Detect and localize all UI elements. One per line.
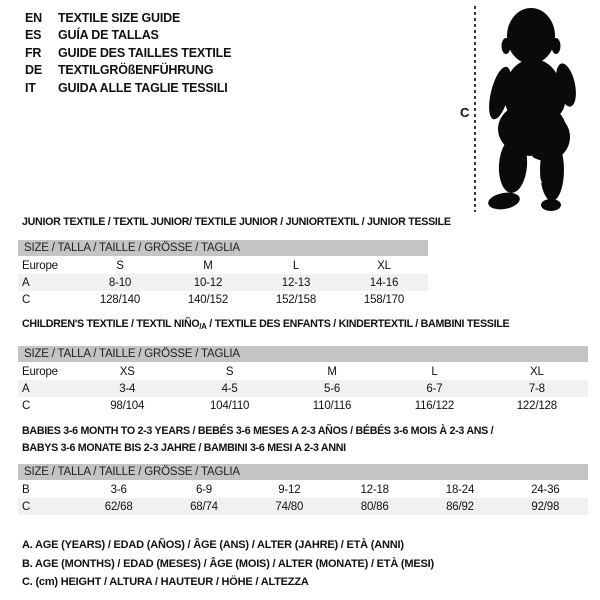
junior-table-title: JUNIOR TEXTILE / TEXTIL JUNIOR/ TEXTILE JUNIOR / JUNIORTEXTIL / JUNIOR TESSILE bbox=[22, 216, 451, 228]
language-row-en bbox=[25, 9, 231, 27]
size-cell: XL bbox=[377, 259, 391, 272]
size-cell: 3-4 bbox=[119, 382, 136, 395]
table-row-age bbox=[18, 274, 428, 291]
size-cell: S bbox=[116, 259, 124, 272]
row-label: C bbox=[22, 399, 31, 412]
language-title: TEXTILGRÖßENFÜHRUNG bbox=[58, 63, 214, 78]
language-code: IT bbox=[25, 80, 36, 95]
size-cell: 128/140 bbox=[99, 293, 141, 306]
row-label: B bbox=[22, 483, 30, 496]
size-table-junior bbox=[18, 240, 428, 308]
childrens-title-pre: CHILDREN'S TEXTILE / TEXTIL NIÑO bbox=[22, 318, 200, 330]
size-cell: 14-16 bbox=[369, 276, 399, 289]
table-row-europe bbox=[18, 363, 588, 380]
size-cell: L bbox=[431, 365, 438, 378]
language-list bbox=[25, 9, 231, 97]
size-cell: 18-24 bbox=[445, 483, 475, 496]
language-row-de bbox=[25, 62, 231, 80]
language-row-fr bbox=[25, 44, 231, 62]
size-cell: 74/80 bbox=[275, 500, 304, 513]
size-cell: 6-7 bbox=[426, 382, 443, 395]
size-cell: 12-13 bbox=[281, 276, 311, 289]
size-table-childrens bbox=[18, 346, 588, 414]
size-cell: XL bbox=[529, 365, 544, 378]
language-code: EN bbox=[25, 10, 42, 25]
size-cell: L bbox=[292, 259, 300, 272]
size-cell: 80/86 bbox=[360, 500, 389, 513]
size-cell: 116/122 bbox=[414, 399, 455, 412]
size-cell: 158/170 bbox=[363, 293, 405, 306]
legend-notes bbox=[22, 536, 434, 592]
row-label: Europe bbox=[22, 365, 58, 378]
babies-table-title bbox=[22, 425, 493, 459]
language-code: DE bbox=[25, 63, 42, 78]
size-cell: 3-6 bbox=[110, 483, 127, 496]
size-cell: 68/74 bbox=[190, 500, 218, 513]
size-cell: S bbox=[225, 365, 234, 378]
size-band: SIZE / TALLA / TAILLE / GRÖSSE / TAGLIA bbox=[18, 240, 428, 257]
language-title: GUÍA DE TALLAS bbox=[58, 28, 159, 43]
size-cell: 4-5 bbox=[221, 382, 238, 395]
size-cell: 86/92 bbox=[446, 500, 474, 513]
size-cell: 92/98 bbox=[531, 500, 560, 513]
size-cell: 104/110 bbox=[209, 399, 250, 412]
size-band: SIZE / TALLA / TAILLE / GRÖSSE / TAGLIA bbox=[18, 346, 588, 363]
babies-title-line-1: BABIES 3-6 MONTH TO 2-3 YEARS / BEBÉS 3-6 MESES A 2-3 AÑOS / BÉBÉS 3-6 MOIS À 2-3 ANS / bbox=[22, 425, 494, 437]
size-cell: 9-12 bbox=[278, 483, 301, 496]
size-cell: XS bbox=[119, 365, 135, 378]
table-row-height bbox=[18, 498, 588, 515]
language-row-es bbox=[25, 27, 231, 45]
size-cell: 5-6 bbox=[324, 382, 341, 395]
size-cell: 12-18 bbox=[360, 483, 389, 496]
childrens-title-post: / TEXTILE DES ENFANTS / KINDERTEXTIL / BAMBINI TESSILE bbox=[206, 318, 510, 330]
size-cell: 62/68 bbox=[104, 500, 133, 513]
row-label: A bbox=[22, 382, 30, 395]
language-title: GUIDE DES TAILLES TEXTILE bbox=[58, 45, 232, 60]
note-age-years: A. AGE (YEARS) / EDAD (AÑOS) / ÂGE (ANS) / ALTER (JAHRE) / ETÀ (ANNI) bbox=[22, 539, 404, 552]
note-age-months: B. AGE (MONTHS) / EDAD (MESES) / ÂGE (MOIS) / ALTER (MONATE) / ETÀ (MESI) bbox=[22, 557, 434, 570]
size-cell: 7-8 bbox=[528, 382, 545, 395]
language-row-it bbox=[25, 79, 231, 97]
size-cell: 98/104 bbox=[110, 399, 145, 412]
size-cell: 122/128 bbox=[516, 399, 557, 412]
row-label: A bbox=[22, 276, 30, 289]
size-table-babies bbox=[18, 464, 588, 515]
baby-silhouette-icon bbox=[486, 5, 588, 213]
measure-label-c: C bbox=[460, 105, 470, 120]
size-cell: M bbox=[327, 365, 337, 378]
row-label: C bbox=[22, 500, 31, 513]
table-row-age bbox=[18, 380, 588, 397]
row-label: C bbox=[22, 293, 31, 306]
size-cell: M bbox=[203, 259, 213, 272]
size-cell: 8-10 bbox=[108, 276, 132, 289]
table-row-height bbox=[18, 397, 588, 414]
table-row-europe bbox=[18, 257, 428, 274]
size-cell: 6-9 bbox=[195, 483, 212, 496]
size-cell: 10-12 bbox=[193, 276, 223, 289]
size-band: SIZE / TALLA / TAILLE / GRÖSSE / TAGLIA bbox=[18, 464, 588, 481]
size-cell: 24-36 bbox=[531, 483, 560, 496]
size-cell: 110/116 bbox=[312, 399, 352, 412]
language-title: TEXTILE SIZE GUIDE bbox=[58, 10, 181, 25]
childrens-title-sub: /A bbox=[199, 322, 207, 331]
size-cell: 140/152 bbox=[187, 293, 229, 306]
size-cell: 152/158 bbox=[275, 293, 317, 306]
height-measure-dashed-line bbox=[474, 6, 476, 212]
row-label: Europe bbox=[22, 259, 58, 272]
language-title: GUIDA ALLE TAGLIE TESSILI bbox=[58, 80, 228, 95]
table-row-age-months bbox=[18, 481, 588, 498]
language-code: FR bbox=[25, 45, 42, 60]
babies-title-line-2: BABYS 3-6 MONATE BIS 2-3 JAHRE / BAMBINI 3-6 MESI A 2-3 ANNI bbox=[22, 442, 346, 454]
childrens-table-title bbox=[22, 318, 509, 331]
language-code: ES bbox=[25, 28, 42, 43]
table-row-height bbox=[18, 291, 428, 308]
note-height-cm: C. (cm) HEIGHT / ALTURA / HAUTEUR / HÖHE / ALTEZZA bbox=[22, 576, 309, 589]
